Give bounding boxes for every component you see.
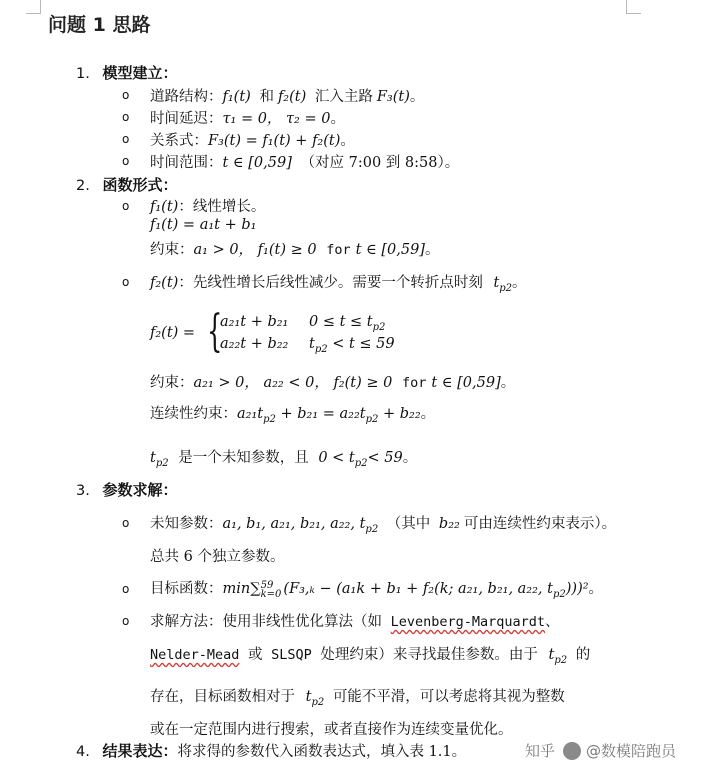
section-3-number: 3.: [76, 483, 90, 499]
bullet-icon: o: [122, 154, 130, 168]
bullet-icon: o: [122, 110, 130, 124]
section-2-header: [76, 174, 177, 195]
method-line-1: 求解方法：使用非线性优化算法（如 Levenberg-Marquardt、: [150, 614, 560, 630]
road-structure-line: 道路结构：f₁(t) 和 f₂(t) 汇入主路 F₃(t)。: [150, 89, 425, 105]
continuity-constraint-line: 连续性约束：$a_{21}t_{p2} + b_{21} = a_{22}t_{p2} + b_{22}$。: [150, 406, 436, 425]
bullet-icon: o: [122, 582, 130, 596]
time-range-line: 时间范围：t ∈ [0,59] （对应 7:00 到 8:58）。: [150, 155, 460, 171]
bullet-icon: o: [122, 199, 130, 213]
f2-piecewise-lhs: f₂(t) =: [150, 325, 196, 341]
section-2-number: 2.: [76, 178, 90, 194]
objective-function-line: 目标函数：min∑ 59 k=0 (F₃,ₖ − (a₁k + b₁ + f₂(k; a₂₁, b₂₁, a₂₂, $t_{p2})))^2$。: [150, 580, 604, 600]
method-line-4: 或在一定范围内进行搜索，或者直接作为连续变量优化。: [150, 722, 513, 738]
avatar-icon: [563, 742, 581, 760]
section-3-heading: 参数求解：: [102, 481, 178, 499]
time-delay-line: 时间延迟：τ₁ = 0， τ₂ = 0。: [150, 111, 345, 127]
bullet-icon: o: [122, 275, 130, 289]
bullet-icon: o: [122, 614, 130, 628]
relation-line: 关系式：F₃(t) = f₁(t) + f₂(t)。: [150, 133, 355, 149]
bullet-icon: o: [122, 516, 130, 530]
f1-constraint-line: 约束：a₁ > 0， f₁(t) ≥ 0 for t ∈ [0,59]。: [150, 242, 440, 258]
section-1-heading: 模型建立：: [102, 64, 178, 82]
method-line-3: 存在，目标函数相对于 $t_{p2}$ 可能不平滑，可以考虑将其视为整数: [150, 689, 565, 708]
zhihu-watermark: [525, 740, 676, 761]
section-4-text: 将求得的参数代入函数表达式，填入表 1.1。: [177, 744, 467, 760]
corner-mark-top-right: [626, 0, 641, 14]
zhihu-logo: 知乎: [525, 742, 556, 760]
section-3-header: [76, 479, 177, 500]
f1-desc-line: f₁(t)：线性增长。: [150, 199, 266, 215]
piecewise-row-1: a₂₁t + b₂₁ $0 \le t \le t_{p2}$: [220, 314, 386, 333]
section-4-heading: 结果表达：: [102, 742, 178, 760]
bullet-icon: o: [122, 88, 130, 102]
f2-desc-line: f₂(t)：先线性增长后线性减少。需要一个转折点时刻 $t_{p2}$。: [150, 275, 527, 294]
f1-equation: f₁(t) = a₁t + b₁: [150, 217, 257, 233]
watermark-author: @数模陪跑员: [586, 742, 677, 760]
f2-constraint-line: 约束：a₂₁ > 0， a₂₂ < 0， f₂(t) ≥ 0 for t ∈ [0,59]。: [150, 375, 516, 391]
section-1-header: [76, 62, 177, 83]
piecewise-brace-icon: {: [207, 306, 223, 357]
unknown-params-line: 未知参数：a₁, b₁, a₂₁, b₂₁, a₂₂, $t_{p2}$ （其中 b₂₂ 可由连续性约束表示）。: [150, 516, 617, 535]
bullet-icon: o: [122, 132, 130, 146]
section-4-number: 4.: [76, 744, 90, 760]
page-title: 问题 1 思路: [48, 14, 151, 36]
method-line-2: Nelder-Mead 或 SLSQP 处理约束）来寻找最佳参数。由于 $t_{p2}$ 的: [150, 647, 591, 666]
param-count-line: 总共 6 个独立参数。: [150, 549, 285, 565]
piecewise-row-2: a₂₂t + b₂₂ $t_{p2} < t \le 59$: [220, 336, 395, 355]
section-2-heading: 函数形式：: [102, 176, 178, 194]
section-4-line: [76, 740, 466, 761]
section-1-number: 1.: [76, 66, 90, 82]
tp2-definition-line: $t_{p2}$ 是一个未知参数，且 $0 < t_{p2}< 59$。: [150, 450, 418, 469]
corner-mark-top-left: [26, 0, 41, 14]
